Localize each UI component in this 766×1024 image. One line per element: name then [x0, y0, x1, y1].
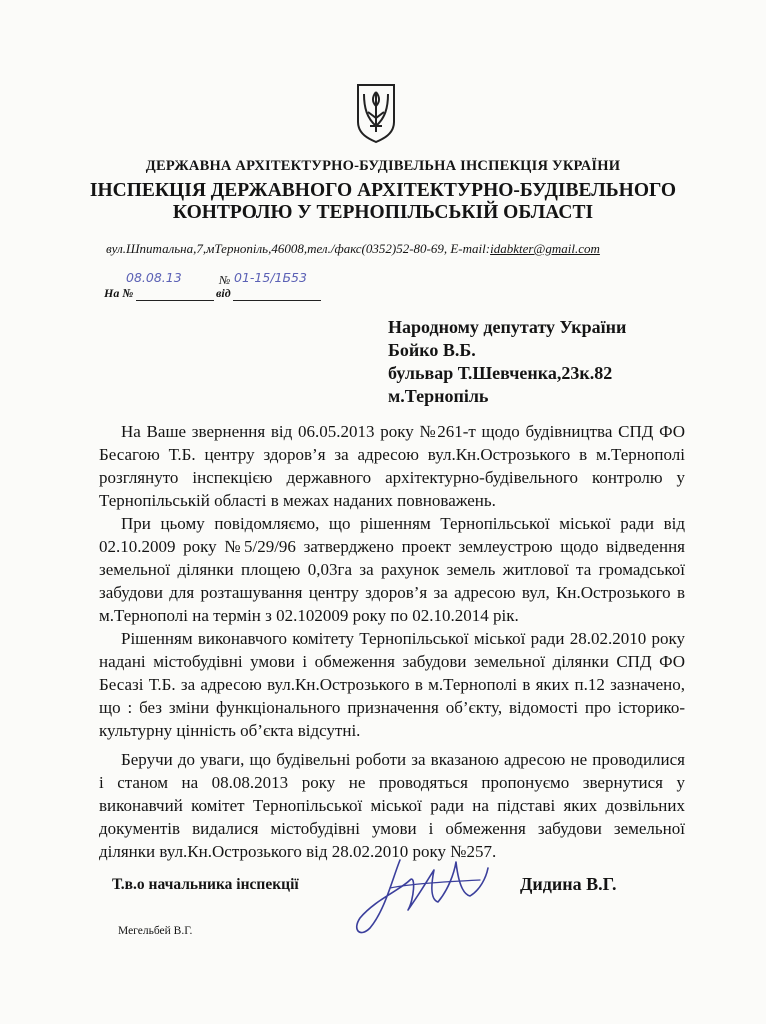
- addressee-name: Бойко В.Б.: [388, 340, 476, 360]
- paragraph-4: Беручи до уваги, що будівельні роботи за вказаною адресою не проводилися і станом на 08.08.2013 року не проводяться пропонуємо звернутися у виконавчий комітет Тернопільської міської ради на підставі яких дозвільних документів видалися містобудівні умови і обмеження забудови земельної ділянки вул.Кн.Острозького від 28.02.2010 року №257.: [99, 750, 685, 861]
- handwritten-signature: [330, 840, 500, 940]
- addressee-position: Народному депутату України: [388, 317, 627, 337]
- addressee-block: [388, 316, 626, 408]
- inspection-name-line2: КОНТРОЛЮ У ТЕРНОПІЛЬСЬКІЙ ОБЛАСТІ: [172, 202, 594, 223]
- reply-to-number-label: На №: [104, 286, 134, 300]
- number-blank-line: [136, 300, 214, 301]
- inspection-name-line1: ІНСПЕКЦІЯ ДЕРЖАВНОГО АРХІТЕКТУРНО-БУДІВЕЛЬНОГО: [89, 180, 677, 201]
- contact-address: вул.Шпитальна,7,мТернопіль,46008,тел./факс(0352)52-80-69, E-mail:: [106, 241, 491, 256]
- addressee-street: бульвар Т.Шевченка,23к.82: [388, 363, 613, 383]
- paragraph-2: При цьому повідомляємо, що рішенням Тернопільської міської ради від 02.10.2009 року №5/29/96 затверджено проект землеустрою щодо відведення земельної ділянки площею 0,03га за рахунок земель житлової та громадської забудови для розташування центру здоров’я за адресою вул, Кн.Острозького в м.Тернополі на термін з 02.102009 року по 02.10.2014 рік.: [99, 514, 685, 625]
- contact-line: [106, 241, 600, 257]
- inspection-name: [0, 180, 766, 224]
- trident-coat-of-arms-icon: [355, 82, 397, 144]
- number-prefix: №: [219, 273, 231, 287]
- email-link[interactable]: idabkter@gmail.com: [490, 241, 600, 256]
- signatory-title: Т.в.о начальника інспекції: [112, 876, 299, 893]
- paragraph-1: На Ваше звернення від 06.05.2013 року №261-т щодо будівництва СПД ФО Бесагою Т.Б. центру здоров’я за адресою вул.Кн.Острозького в м.Тернополі розглянуто інспекцією державного архітектурно-будівельного контролю у Тернопільській області в межах наданих повноважень.: [99, 422, 685, 510]
- letter-body: [99, 420, 685, 863]
- handwritten-date: 08.08.13: [126, 270, 182, 285]
- signatory-name: Дидина В.Г.: [520, 874, 617, 894]
- outgoing-reference: [104, 270, 344, 302]
- date-blank-line: [233, 300, 321, 301]
- handwritten-number: 01-15/1Б53: [234, 270, 307, 285]
- addressee-city: м.Тернопіль: [388, 386, 489, 406]
- paragraph-3: Рішенням виконавчого комітету Тернопільської міської ради 28.02.2010 року надані містобудівні умови і обмеження забудови земельної ділянки СПД ФО Бесазі Т.Б. за адресою вул.Кн.Острозького в м.Тернополі в яких п.12 зазначено, що : без зміни функціонального призначення об’єкту, відомості про історико-культурну цінність об’єкта відсутні.: [99, 629, 685, 740]
- date-label: від: [216, 286, 231, 300]
- ministry-name: ДЕРЖАВНА АРХІТЕКТУРНО-БУДІВЕЛЬНА ІНСПЕКЦІЯ УКРАЇНИ: [145, 158, 621, 174]
- executor-name: Мегельбей В.Г.: [118, 925, 193, 937]
